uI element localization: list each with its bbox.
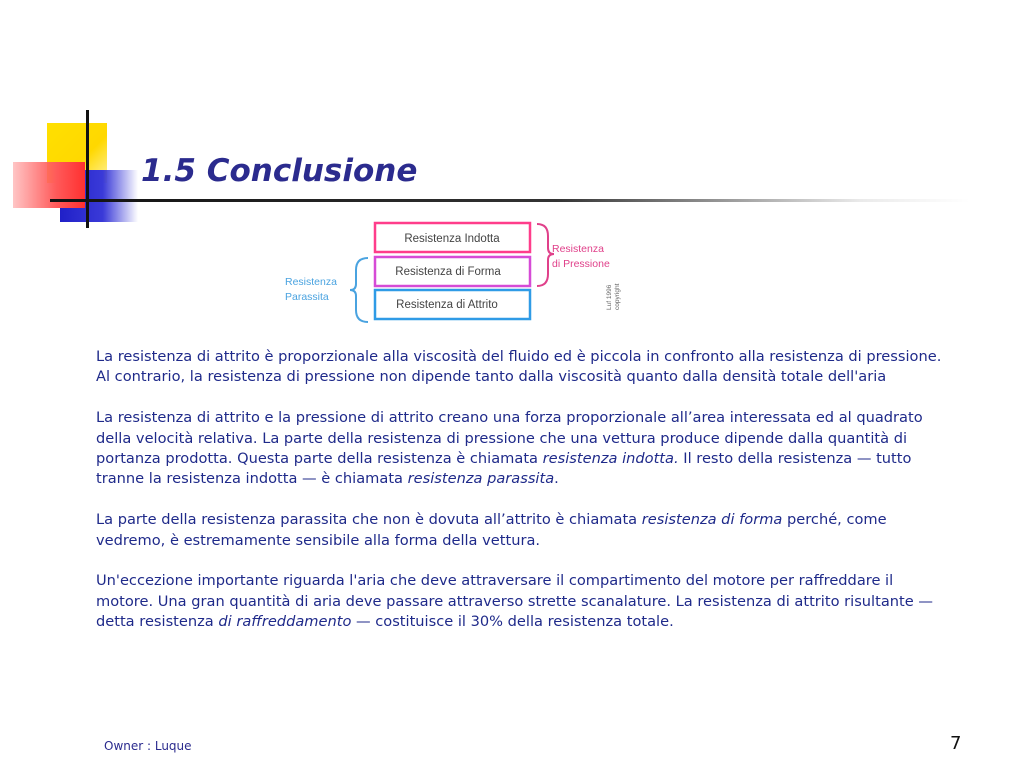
side-note-line1: Luf 1996 [606, 284, 613, 310]
p2-term-parassita: resistenza parassita [407, 470, 555, 488]
p4-text-a: Un'eccezione importante riguarda l'aria che deve attraversare il compartimento del motore per raffreddare il motore. Una gran quantità di aria deve passare attraverso strette scanalature. La resistenza di attrito risultante — detta resistenza [96, 572, 933, 631]
p2-term-indotta: resistenza indotta. [542, 450, 679, 468]
p3-text-c: perché, come vedremo, è estremamente sensibile alla forma della vettura. [96, 511, 887, 549]
side-note-line2: copyright [614, 283, 621, 310]
box-label-indotta: Resistenza Indotta [404, 233, 500, 245]
paragraph-4 [96, 571, 946, 632]
brace-pressione [537, 224, 554, 286]
p1-text: La resistenza di attrito è proporzionale alla viscosità del fluido ed è piccola in confronto alla resistenza di pressione. Al contrario, la resistenza di pressione non dipende tanto dalla viscosità quanto dalla densità totale dell'aria [96, 348, 942, 386]
box-label-attrito: Resistenza di Attrito [396, 299, 498, 311]
paragraph-3 [96, 510, 946, 551]
side-note [606, 283, 621, 310]
label-pressione-line1: Resistenza [552, 243, 604, 255]
p3-text-a: La parte della resistenza parassita che non è dovuta all’attrito è chiamata [96, 511, 642, 529]
paragraph-2 [96, 408, 946, 490]
box-label-forma: Resistenza di Forma [395, 266, 501, 278]
label-parassita-line1: Resistenza [285, 276, 337, 288]
p2-text-c: Il resto della resistenza — tutto tranne la resistenza indotta — è chiamata [96, 450, 912, 488]
slide-title: 1.5 Conclusione [141, 153, 418, 189]
paragraph-1 [96, 347, 946, 388]
p2-text-e: . [554, 470, 559, 488]
label-parassita-line2: Parassita [285, 291, 329, 303]
p4-text-c: — costituisce il 30% della resistenza totale. [351, 613, 674, 631]
drag-diagram [280, 218, 640, 328]
p3-term-forma: resistenza di forma [641, 511, 783, 529]
brace-parassita [350, 258, 368, 322]
label-pressione-line2: di Pressione [552, 258, 610, 270]
slide-body [96, 347, 946, 653]
page-number: 7 [950, 733, 962, 754]
footer-owner: Owner : Luque [104, 739, 192, 753]
p2-text-a: La resistenza di attrito e la pressione di attrito creano una forza proporzionale all’area interessata ed al quadrato della velocità relativa. La parte della resistenza di pressione che una vettura produce dipende dalla quantità di portanza prodotta. Questa parte della resistenza è chiamata [96, 409, 923, 468]
p4-term-raffreddamento: di raffreddamento [218, 613, 352, 631]
decor-vertical-line [86, 110, 89, 228]
title-underline [50, 199, 970, 202]
